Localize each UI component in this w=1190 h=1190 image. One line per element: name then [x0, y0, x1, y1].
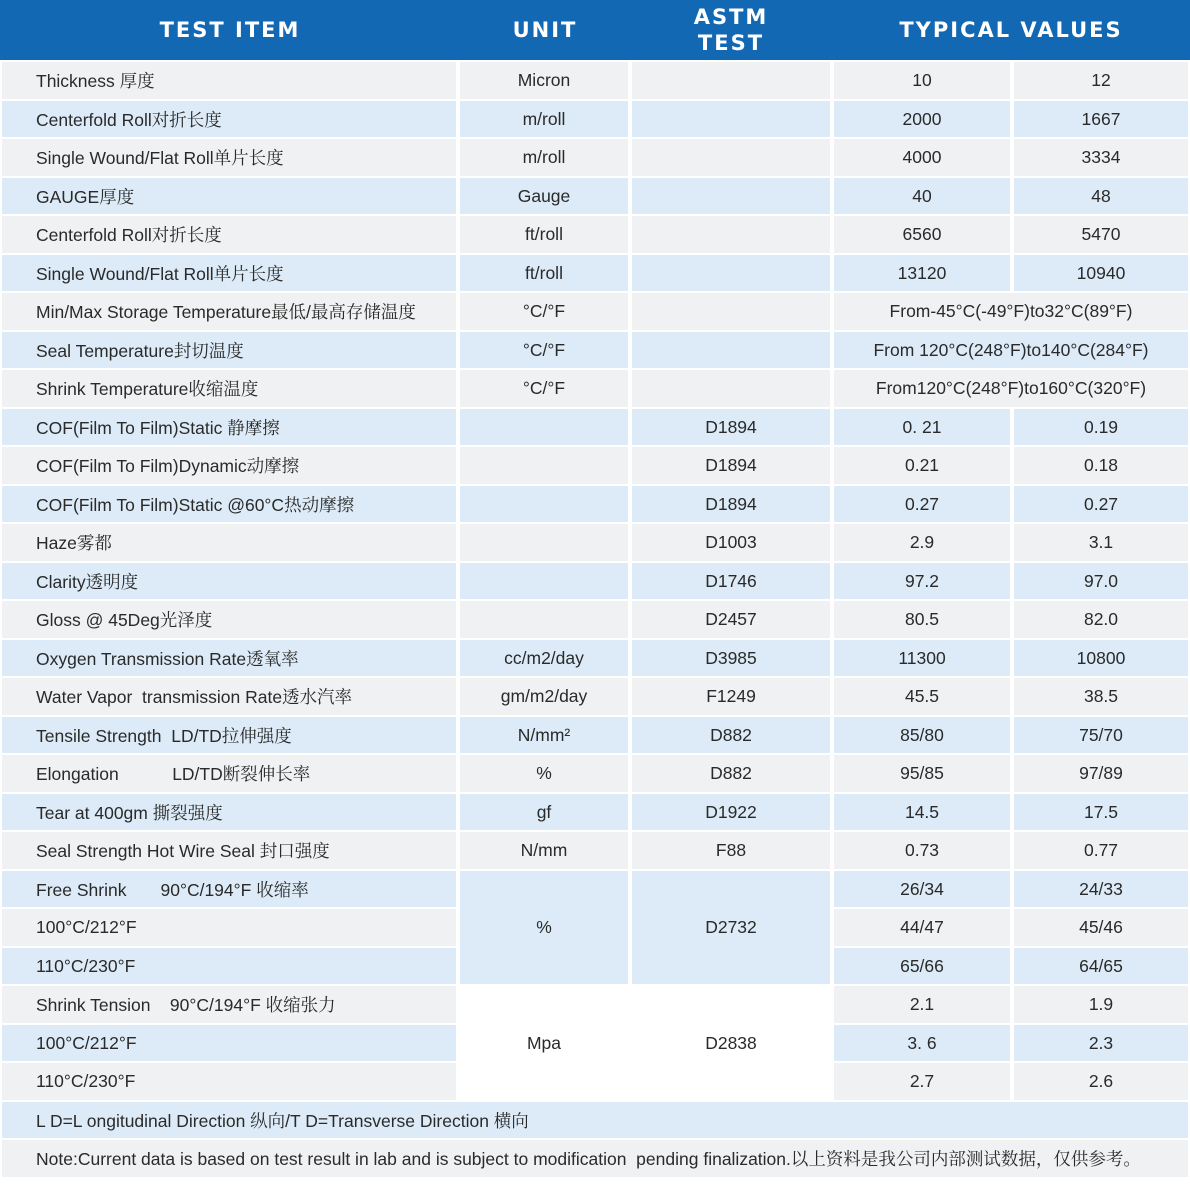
test-item-cell: Water Vapor transmission Rate透水汽率 [2, 678, 456, 715]
test-item-cell: Seal Strength Hot Wire Seal 封口强度 [2, 832, 456, 869]
test-item-cell: Single Wound/Flat Roll单片长度 [2, 255, 456, 291]
typical-value-2-cell: 1667 [1014, 101, 1188, 137]
astm-cell [632, 332, 830, 368]
typical-value-2-cell: 3334 [1014, 139, 1188, 176]
test-item-cell: Tear at 400gm 撕裂强度 [2, 794, 456, 830]
typical-value-2-cell: 0.19 [1014, 409, 1188, 445]
typical-value-2-cell: 0.18 [1014, 447, 1188, 484]
astm-cell: D882 [632, 755, 830, 792]
typical-value-1-cell: 14.5 [834, 794, 1010, 830]
unit-cell: °C/°F [460, 370, 628, 407]
typical-value-2-cell: 64/65 [1014, 948, 1188, 984]
test-item-cell: Centerfold Roll对折长度 [2, 216, 456, 253]
test-item-cell: Oxygen Transmission Rate透氧率 [2, 640, 456, 676]
test-item-cell: Shrink Temperature收缩温度 [2, 370, 456, 407]
merged-astm-cell: D2838 [632, 986, 830, 1100]
unit-cell: cc/m2/day [460, 640, 628, 676]
unit-cell: °C/°F [460, 332, 628, 368]
merged-astm-cell: D2732 [632, 871, 830, 984]
astm-cell: D1894 [632, 447, 830, 484]
typical-value-2-cell: 0.27 [1014, 486, 1188, 522]
unit-cell: m/roll [460, 139, 628, 176]
unit-cell: gf [460, 794, 628, 830]
typical-value-1-cell: 11300 [834, 640, 1010, 676]
typical-value-1-cell: 44/47 [834, 909, 1010, 946]
unit-cell: °C/°F [460, 293, 628, 330]
typical-value-1-cell: 95/85 [834, 755, 1010, 792]
typical-value-2-cell: 97/89 [1014, 755, 1188, 792]
typical-value-1-cell: 10 [834, 62, 1010, 99]
typical-value-1-cell: 2000 [834, 101, 1010, 137]
test-item-cell: Seal Temperature封切温度 [2, 332, 456, 368]
typical-value-2-cell: 75/70 [1014, 717, 1188, 753]
test-item-cell: Min/Max Storage Temperature最低/最高存储温度 [2, 293, 456, 330]
table-header [0, 0, 1190, 60]
typical-value-1-cell: 0.73 [834, 832, 1010, 869]
astm-cell: D3985 [632, 640, 830, 676]
typical-value-2-cell: 12 [1014, 62, 1188, 99]
test-item-cell: Thickness 厚度 [2, 62, 456, 99]
astm-cell: F1249 [632, 678, 830, 715]
typical-value-2-cell: 38.5 [1014, 678, 1188, 715]
typical-value-2-cell: 45/46 [1014, 909, 1188, 946]
astm-cell [632, 293, 830, 330]
typical-value-1-cell: 97.2 [834, 563, 1010, 599]
typical-value-2-cell: 5470 [1014, 216, 1188, 253]
typical-value-range-cell: From-45°C(-49°F)to32°C(89°F) [834, 293, 1188, 330]
astm-cell [632, 101, 830, 137]
astm-cell [632, 255, 830, 291]
typical-value-2-cell: 2.3 [1014, 1025, 1188, 1061]
typical-value-2-cell: 24/33 [1014, 871, 1188, 907]
footnote: Note:Current data is based on test result in lab and is subject to modification pending finalization.以上资料是我公司内部测试数据，仅供参考。 [2, 1140, 1188, 1177]
footnote: L D=L ongitudinal Direction 纵向/T D=Transverse Direction 横向 [2, 1102, 1188, 1138]
typical-value-2-cell: 82.0 [1014, 601, 1188, 638]
test-item-cell: Shrink Tension 90°C/194°F 收缩张力 [2, 986, 456, 1023]
header-test-item: TEST ITEM [159, 18, 301, 42]
astm-cell: D882 [632, 717, 830, 753]
unit-cell [460, 486, 628, 522]
typical-value-1-cell: 6560 [834, 216, 1010, 253]
header-unit: UNIT [512, 18, 578, 42]
astm-cell: D1746 [632, 563, 830, 599]
unit-cell [460, 409, 628, 445]
test-item-cell: 100°C/212°F [2, 909, 456, 946]
typical-value-2-cell: 0.77 [1014, 832, 1188, 869]
header-typical-values: TYPICAL VALUES [899, 18, 1123, 42]
typical-value-range-cell: From 120°C(248°F)to140°C(284°F) [834, 332, 1188, 368]
typical-value-1-cell: 0.21 [834, 447, 1010, 484]
astm-cell: D1894 [632, 409, 830, 445]
typical-value-1-cell: 13120 [834, 255, 1010, 291]
typical-value-2-cell: 48 [1014, 178, 1188, 214]
typical-value-2-cell: 1.9 [1014, 986, 1188, 1023]
test-item-cell: Free Shrink 90°C/194°F 收缩率 [2, 871, 456, 907]
test-item-cell: COF(Film To Film)Static @60°C热动摩擦 [2, 486, 456, 522]
typical-value-1-cell: 4000 [834, 139, 1010, 176]
test-item-cell: GAUGE厚度 [2, 178, 456, 214]
typical-value-1-cell: 3. 6 [834, 1025, 1010, 1061]
unit-cell: Micron [460, 62, 628, 99]
typical-value-2-cell: 10940 [1014, 255, 1188, 291]
unit-cell: ft/roll [460, 255, 628, 291]
typical-value-1-cell: 40 [834, 178, 1010, 214]
unit-cell: N/mm [460, 832, 628, 869]
unit-cell: % [460, 755, 628, 792]
typical-value-1-cell: 0.27 [834, 486, 1010, 522]
typical-value-range-cell: From120°C(248°F)to160°C(320°F) [834, 370, 1188, 407]
test-item-cell: 100°C/212°F [2, 1025, 456, 1061]
unit-cell [460, 447, 628, 484]
unit-cell [460, 563, 628, 599]
typical-value-1-cell: 0. 21 [834, 409, 1010, 445]
astm-cell: D1922 [632, 794, 830, 830]
astm-cell: D1894 [632, 486, 830, 522]
typical-value-1-cell: 85/80 [834, 717, 1010, 753]
test-item-cell: Centerfold Roll对折长度 [2, 101, 456, 137]
astm-cell [632, 216, 830, 253]
astm-cell [632, 370, 830, 407]
unit-cell: ft/roll [460, 216, 628, 253]
test-item-cell: Elongation LD/TD断裂伸长率 [2, 755, 456, 792]
astm-cell [632, 62, 830, 99]
unit-cell: N/mm² [460, 717, 628, 753]
merged-unit-cell: % [460, 871, 628, 984]
unit-cell [460, 524, 628, 561]
typical-value-2-cell: 17.5 [1014, 794, 1188, 830]
typical-value-1-cell: 2.1 [834, 986, 1010, 1023]
test-item-cell: Single Wound/Flat Roll单片长度 [2, 139, 456, 176]
test-item-cell: Clarity透明度 [2, 563, 456, 599]
typical-value-1-cell: 2.7 [834, 1063, 1010, 1100]
astm-cell: D2457 [632, 601, 830, 638]
test-item-cell: Tensile Strength LD/TD拉伸强度 [2, 717, 456, 753]
astm-cell [632, 178, 830, 214]
typical-value-1-cell: 45.5 [834, 678, 1010, 715]
test-item-cell: Haze雾都 [2, 524, 456, 561]
astm-cell: D1003 [632, 524, 830, 561]
typical-value-2-cell: 3.1 [1014, 524, 1188, 561]
header-astm-test: ASTM TEST [693, 5, 769, 55]
astm-cell [632, 139, 830, 176]
unit-cell: m/roll [460, 101, 628, 137]
unit-cell [460, 601, 628, 638]
typical-value-1-cell: 65/66 [834, 948, 1010, 984]
unit-cell: Gauge [460, 178, 628, 214]
unit-cell: gm/m2/day [460, 678, 628, 715]
test-item-cell: Gloss @ 45Deg光泽度 [2, 601, 456, 638]
test-item-cell: COF(Film To Film)Dynamic动摩擦 [2, 447, 456, 484]
typical-value-2-cell: 2.6 [1014, 1063, 1188, 1100]
typical-value-2-cell: 10800 [1014, 640, 1188, 676]
typical-value-1-cell: 26/34 [834, 871, 1010, 907]
test-item-cell: 110°C/230°F [2, 948, 456, 984]
typical-value-2-cell: 97.0 [1014, 563, 1188, 599]
astm-cell: F88 [632, 832, 830, 869]
merged-unit-cell: Mpa [460, 986, 628, 1100]
test-item-cell: COF(Film To Film)Static 静摩擦 [2, 409, 456, 445]
typical-value-1-cell: 2.9 [834, 524, 1010, 561]
test-item-cell: 110°C/230°F [2, 1063, 456, 1100]
typical-value-1-cell: 80.5 [834, 601, 1010, 638]
